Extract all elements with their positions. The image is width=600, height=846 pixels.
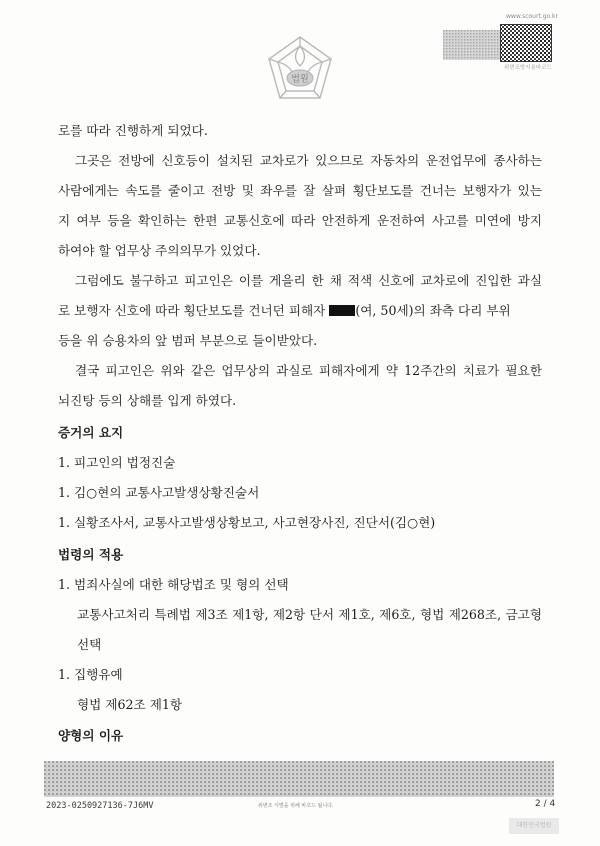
evidence-item: 1. 김○현의 교통사고발생상황진술서: [58, 485, 260, 500]
emblem-label: 법원: [291, 74, 309, 85]
footer-note: 위변조 식별을 위해 바코드 됩니다.: [258, 803, 334, 809]
law-item-title: 1. 범죄사실에 대한 해당법조 및 형의 선택: [58, 577, 289, 592]
evidence-item: 1. 실황조사서, 교통사고발생상황보고, 사고현장사진, 진단서(김○현): [58, 515, 436, 530]
law-item-body: 선택: [77, 637, 102, 652]
document-id: 2023-0250927136-7J6MV: [46, 801, 154, 811]
law-item-body: 형법 제62조 제1항: [77, 697, 183, 712]
law-item-title: 1. 집행유예: [58, 667, 123, 682]
line-text-before: 로 보행자 신호에 따라 횡단보도를 건너던 피해자: [58, 303, 330, 318]
paragraph-line: 로를 따라 진행하게 되었다.: [58, 123, 208, 138]
paragraph-line: 하여야 할 업무상 주의의무가 있었다.: [58, 243, 261, 258]
redaction-box: [329, 305, 355, 316]
section-heading-sentencing: 양형의 이유: [58, 728, 124, 743]
paragraph-line: 지 여부 등을 확인하는 한편 교통신호에 따라 안전하게 운전하여 사고를 미연에 방지: [58, 213, 542, 228]
paragraph-line: 등을 위 승용차의 앞 범퍼 부분으로 들이받았다.: [58, 333, 318, 348]
paragraph-line-redacted: [58, 303, 511, 319]
section-heading-law: 법령의 적용: [58, 547, 124, 562]
line-text-after: (여, 50세)의 좌측 다리 부위: [355, 303, 511, 318]
paragraph-line: 결국 피고인은 위와 같은 업무상의 과실로 피해자에게 약 12주간의 치료가 필요한: [75, 363, 542, 378]
paragraph-line: 그곳은 전방에 신호등이 설치된 교차로가 있으므로 자동차의 운전업무에 종사하는: [75, 153, 542, 168]
paragraph-line: 사람에게는 속도를 줄이고 전방 및 좌우를 잘 살펴 횡단보도를 건너는 보행자가 있는: [58, 183, 542, 198]
footer-anti-forgery-pattern: [44, 761, 554, 797]
law-item-body: 교통사고처리 특례법 제3조 제1항, 제2항 단서 제1호, 제6호, 형법 제268조, 금고형: [77, 607, 542, 622]
evidence-item: 1. 피고인의 법정진술: [58, 455, 176, 470]
anti-forgery-barcode-icon: [500, 24, 552, 62]
anti-forgery-pattern: [443, 30, 501, 60]
paragraph-line: 그럼에도 불구하고 피고인은 이를 게을리 한 채 적색 신호에 교차로에 진입한 과실: [75, 273, 542, 288]
section-heading-evidence: 증거의 요지: [58, 425, 124, 440]
page-number: 2 / 4: [535, 799, 556, 809]
site-url: www.scourt.go.kr: [506, 13, 558, 20]
paragraph-line: 뇌진탕 등의 상해를 입게 하였다.: [58, 393, 237, 408]
barcode-caption: 위변조방지용바코드: [504, 65, 552, 71]
court-emblem-icon: [264, 34, 336, 106]
court-mark: 대한민국법원: [509, 818, 559, 834]
